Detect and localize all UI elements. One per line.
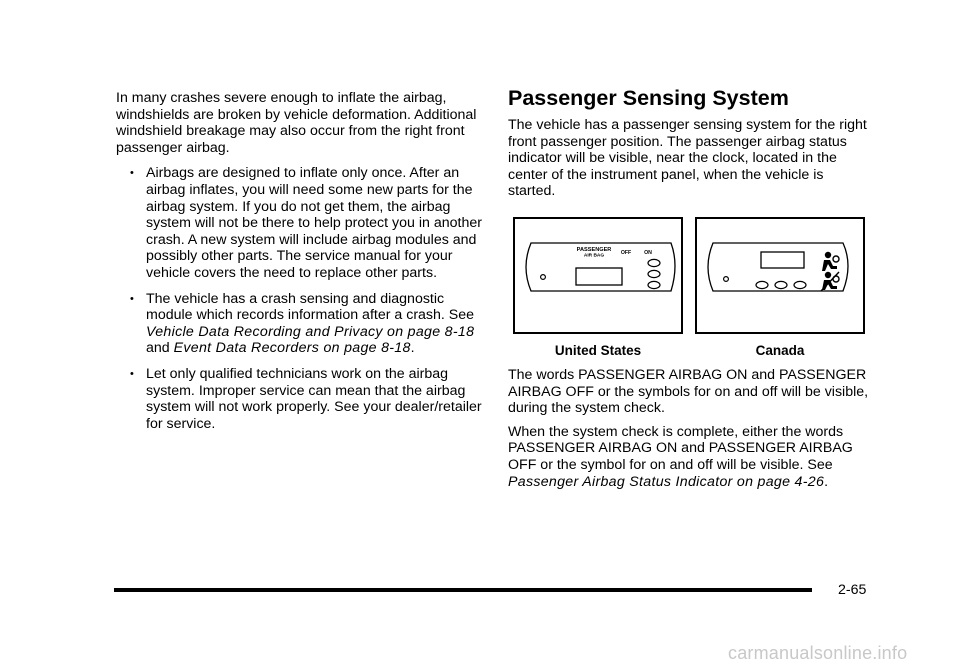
clock-display [576,268,622,285]
figure-caption: United States [554,342,642,358]
bullet-icon: • [130,292,134,305]
button [648,259,660,266]
right-column [508,86,870,490]
footer-rule [114,588,812,592]
figure-group [508,217,870,367]
button [648,270,660,277]
body-paragraph [508,424,870,490]
bullet-icon: • [130,367,134,380]
canada-indicator-illustration [697,219,863,332]
cross-reference-link[interactable]: Vehicle Data Recording and Privacy on page 8‑18 [146,323,475,340]
intro-paragraph: In many crashes severe enough to inflate the airbag, windshields are broken by vehicle deformation. Additional windshield breakage may also occur from the right front passenger airbag. [116,90,477,156]
left-column [116,90,482,432]
bullet-icon: • [130,167,134,180]
paragraph-text: . [824,473,829,490]
section-heading: Passenger Sensing System [508,86,789,110]
bullet-text: . [410,340,415,357]
button [775,281,787,288]
bullet-item [116,366,482,432]
watermark: carmanualsonline.info [728,643,908,663]
paragraph-text: When the system check is complete, either the words PASSENGER AIRBAG ON and PASSENGER AIRBAG OFF or the symbol for on and off will be visible. See [508,423,853,473]
canada-indicator-figure [695,217,865,334]
bullet-text: Let only qualified technicians work on the airbag system. Improper service can mean that the airbag system will not work properly. See your dealer/retailer for service. [146,365,482,432]
indicator-dot [541,275,546,280]
button [756,281,768,288]
bullet-text: The vehicle has a crash sensing and diagnostic module which records information after a crash. See [146,290,475,324]
figure-caption: Canada [755,342,805,358]
body-paragraph: The words PASSENGER AIRBAG ON and PASSENGER AIRBAG OFF or the symbols for on and off will be visible, during the system check. [508,366,869,417]
on-label: ON [644,249,652,256]
indicator-dot [724,277,729,282]
us-indicator-figure [513,217,683,334]
airbag-on-symbol-icon [822,252,839,271]
airbag-off-symbol-icon [821,272,839,291]
button [794,281,806,288]
bullet-item [116,165,482,281]
cross-reference-link[interactable]: Event Data Recorders on page 8‑18 [173,340,411,357]
bullet-item [116,291,482,357]
us-indicator-illustration [515,219,681,332]
bullet-text: Airbags are designed to inflate only once. After an airbag inflates, you will need some new parts for the airbag system. If you do not get them, the airbag system will not be there to help protect you in another crash. A new system will include airbag modules and possibly other parts. The service manual for your vehicle covers the need to replace other parts. [146,165,482,281]
clock-display [761,252,804,268]
off-label: OFF [620,249,632,256]
bullet-text: and [146,340,174,357]
cross-reference-link[interactable]: Passenger Airbag Status Indicator on page 4‑26 [508,473,825,490]
body-paragraph: The vehicle has a passenger sensing system for the right front passenger position. The passenger airbag status indicator will be visible, near the clock, located in the center of the instrument panel, when the vehicle is started. [508,117,867,200]
button [648,281,660,288]
page-number: 2-65 [838,582,867,598]
airbag-label: AIR BAG [583,253,605,259]
passenger-label: PASSENGER [576,246,612,253]
